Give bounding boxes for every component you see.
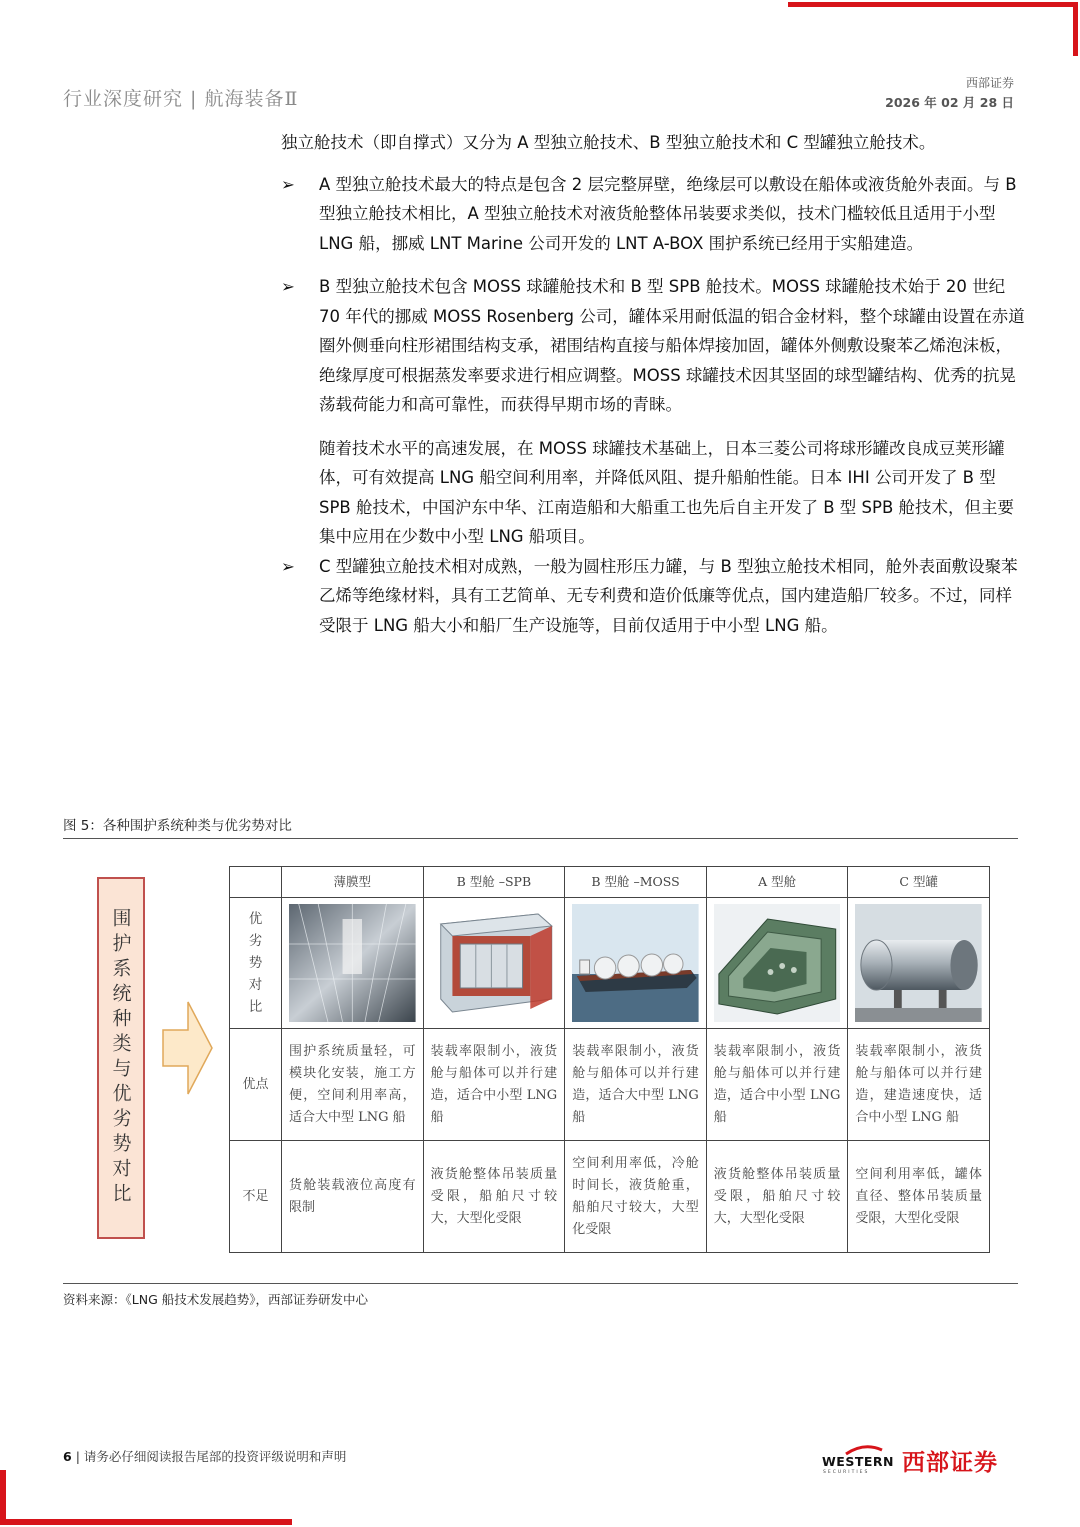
bullet-arrow-icon: ➢ xyxy=(281,174,295,194)
intro-paragraph: 独立舱技术（即自撑式）又分为 A 型独立舱技术、B 型独立舱技术和 C 型罐独立舱技术。 xyxy=(281,133,936,152)
company-logo xyxy=(822,1444,1018,1476)
bullet-text: C 型罐独立舱技术相对成熟，一般为圆柱形压力罐，与 B 型独立舱技术相同，舱外表面敷设聚苯乙烯等绝缘材料，具有工艺简单、无专利费和造价低廉等优点，国内建造船厂较多。不过，同样受限于 LNG 船大小和船厂生产设施等，目前仅适用于中小型 LNG 船。 xyxy=(319,556,1018,635)
side-label: 围护系统种类与优劣势对比 xyxy=(109,908,132,1208)
logo-text-cn: 西部证券 xyxy=(902,1450,998,1476)
spb-tank-image xyxy=(423,898,565,1029)
bullet-item xyxy=(281,170,1027,259)
bullet-arrow-icon: ➢ xyxy=(281,277,295,296)
header-org: 西部证券 xyxy=(965,76,1014,90)
right-arrow-icon xyxy=(162,1000,214,1096)
corner-decoration xyxy=(788,2,1078,7)
logo-text-en: WESTERN xyxy=(822,1454,894,1469)
figure-source: 资料来源：《LNG 船技术发展趋势》，西部证券研发中心 xyxy=(63,1292,368,1307)
membrane-image xyxy=(282,898,424,1029)
table-cell: 围护系统质量轻，可模块化安装，施工方便，空间利用率高，适合大中型 LNG 船 xyxy=(282,1029,424,1141)
footer xyxy=(63,1447,346,1465)
bullet-item xyxy=(281,272,1027,420)
header-date: 2026 年 02 月 28 日 xyxy=(885,95,1014,110)
bullet-text: A 型独立舱技术最大的特点是包含 2 层完整屏壁，绝缘层可以敷设在船体或液货舱外表面。与 B 型独立舱技术相比，A 型独立舱技术对液货舱整体吊装要求类似，技术门槛较低且适用于小型 LNG 船，挪威 LNT Marine 公司开发的 LNT A-BOX 围护系统已经用于实船建造。 xyxy=(319,174,1017,253)
corner-decoration xyxy=(0,1519,292,1525)
table-corner xyxy=(230,867,282,898)
sub-paragraph: 随着技术水平的高速发展，在 MOSS 球罐技术基础上，日本三菱公司将球形罐改良成豆荚形罐体，可有效提高 LNG 船空间利用率，并降低风阻、提升船舶性能。日本 IHI 公司开发了 B 型 SPB 舱技术，中国沪东中华、江南造船和大船重工也先后自主开发了 B 型 SPB 舱技术，但主要集中应用在少数中小型 LNG 船项目。 xyxy=(319,438,1015,546)
figure-title: 图 5：各种围护系统种类与优劣势对比 xyxy=(63,818,292,834)
c-type-tank-image xyxy=(848,898,990,1029)
figure-divider xyxy=(63,838,1018,839)
corner-decoration xyxy=(1073,2,1078,56)
side-label-box xyxy=(97,877,145,1239)
row-label: 不足 xyxy=(230,1141,282,1253)
table-cell: 装载率限制小，液货舱与船体可以并行建造，适合中小型 LNG 船 xyxy=(423,1029,565,1141)
bullet-text: B 型独立舱技术包含 MOSS 球罐舱技术和 B 型 SPB 舱技术。MOSS 球罐舱技术始于 20 世纪 70 年代的挪威 MOSS Rosenberg 公司，罐体采用耐低温的铝合金材料，整个球罐由设置在赤道圈外侧垂向柱形裙围结构支承，裙围结构直接与船体焊接加固，罐体外侧敷设聚苯乙烯泡沫板，绝缘厚度可根据蒸发率要求进行相应调整。MOSS 球罐技术因其坚固的球型罐结构、优秀的抗晃荡载荷能力和高可靠性，而获得早期市场的青睐。 xyxy=(319,277,1025,414)
bullet-item xyxy=(281,552,1027,641)
row-label: 优点 xyxy=(230,1029,282,1141)
moss-ship-image xyxy=(565,898,707,1029)
table-cell: 液货舱整体吊装质量受限，船舶尺寸较大，大型化受限 xyxy=(423,1141,565,1253)
body-text xyxy=(281,128,1027,654)
column-header: C 型罐 xyxy=(848,867,990,898)
page-number: 6 xyxy=(63,1449,72,1464)
header-category: 行业深度研究 | 航海装备Ⅱ xyxy=(63,88,299,110)
figure-divider xyxy=(63,1283,1018,1284)
table-cell: 装载率限制小，液货舱与船体可以并行建造，建造速度快，适合中小型 LNG 船 xyxy=(848,1029,990,1141)
table-header-row xyxy=(230,867,990,898)
table-cell: 空间利用率低，罐体直径、整体吊装质量受限，大型化受限 xyxy=(848,1141,990,1253)
table-cell: 液货舱整体吊装质量受限，船舶尺寸较大，大型化受限 xyxy=(706,1141,848,1253)
column-header: B 型舱 –MOSS xyxy=(565,867,707,898)
table-cell: 空间利用率低，冷舱时间长，液货舱重，船舶尺寸较大，大型化受限 xyxy=(565,1141,707,1253)
footer-separator: | xyxy=(75,1449,84,1464)
footer-disclaimer: 请务必仔细阅读报告尾部的投资评级说明和声明 xyxy=(83,1449,347,1464)
table-row-pros xyxy=(230,1029,990,1141)
row-label: 优劣势对比 xyxy=(230,898,282,1029)
a-type-tank-image xyxy=(706,898,848,1029)
table-cell: 货舱装载液位高度有限制 xyxy=(282,1141,424,1253)
comparison-table xyxy=(229,866,990,1253)
table-row-cons xyxy=(230,1141,990,1253)
table-row-images xyxy=(230,898,990,1029)
column-header: A 型舱 xyxy=(706,867,848,898)
column-header: 薄膜型 xyxy=(282,867,424,898)
table-cell: 装载率限制小，液货舱与船体可以并行建造，适合中小型 LNG 船 xyxy=(706,1029,848,1141)
logo-text-en-sub: SECURITIES xyxy=(823,1470,870,1475)
corner-decoration xyxy=(0,1470,6,1525)
column-header: B 型舱 –SPB xyxy=(423,867,565,898)
table-cell: 装载率限制小，液货舱与船体可以并行建造，适合大中型 LNG 船 xyxy=(565,1029,707,1141)
bullet-arrow-icon: ➢ xyxy=(281,556,295,576)
